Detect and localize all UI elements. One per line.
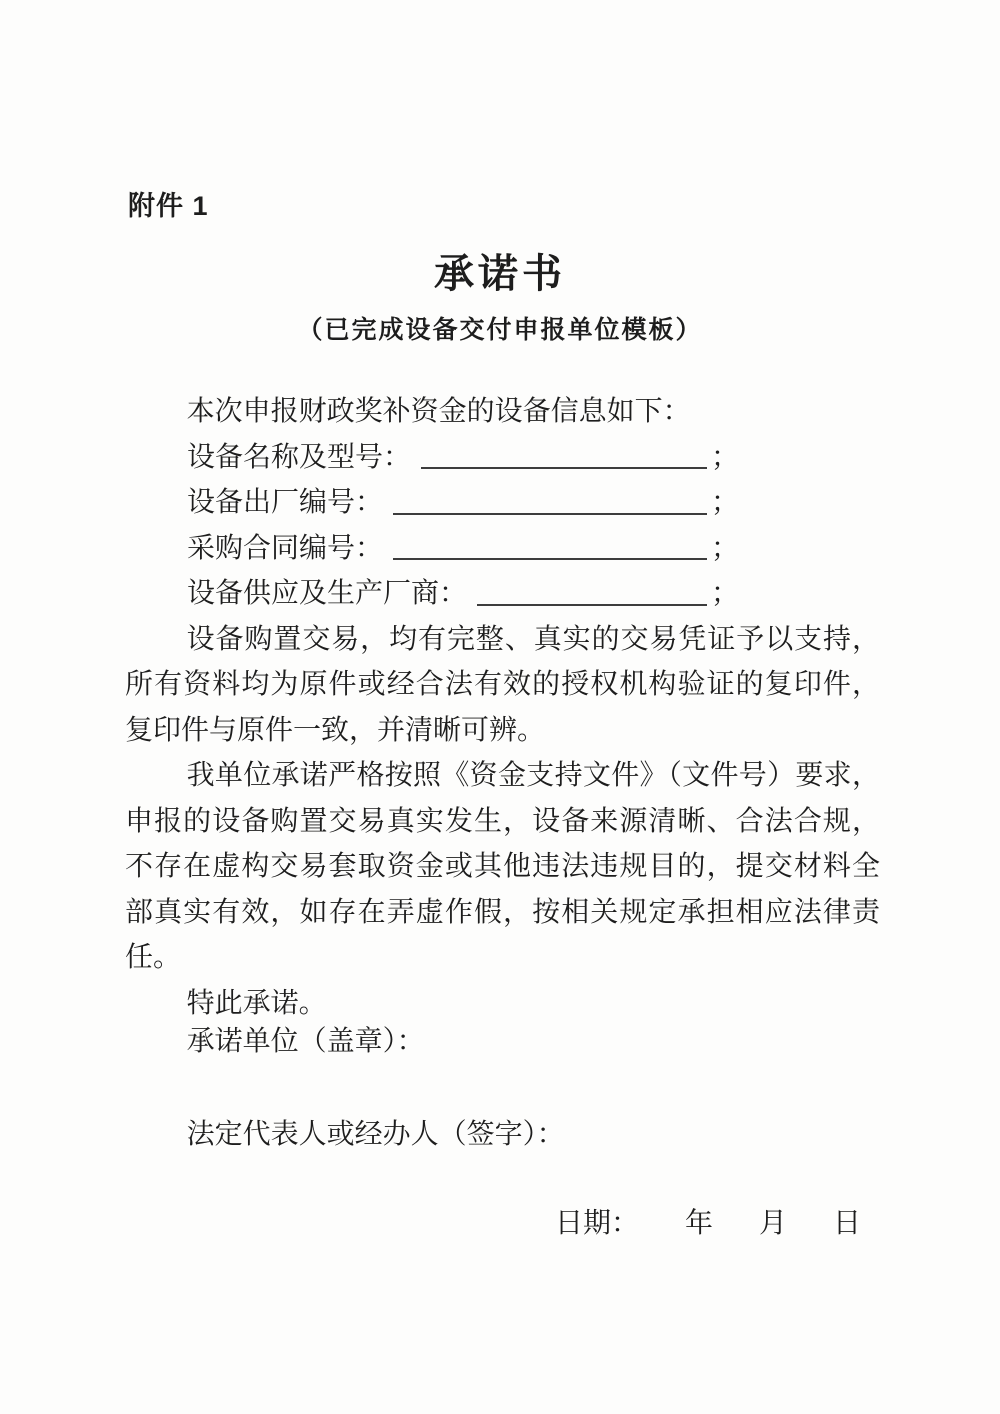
- field-label-supplier-manufacturer: 设备供应及生产厂商：: [187, 578, 468, 609]
- field-suffix: ；: [710, 578, 739, 609]
- intro-line: 本次申报财政奖补资金的设备信息如下：: [186, 396, 691, 427]
- unit-seal-line: 承诺单位（盖章）：: [186, 1026, 425, 1057]
- field-row-supplier-manufacturer: [125, 571, 739, 617]
- attachment-label: 附件 1: [128, 191, 209, 221]
- fill-in-blank-contract-number: [393, 526, 707, 561]
- fill-in-blank-equipment-name-model: [421, 435, 707, 470]
- field-suffix: ；: [710, 487, 739, 518]
- date-month-label: 月: [759, 1208, 788, 1239]
- document-subtitle: （已完成设备交付申报单位模板）: [297, 317, 703, 344]
- field-suffix: ；: [710, 441, 739, 473]
- date-line: [555, 1201, 861, 1247]
- field-label-equipment-name-model: 设备名称及型号：: [187, 441, 412, 473]
- field-row-factory-number: [125, 480, 739, 526]
- fill-in-blank-factory-number: [393, 480, 707, 515]
- paragraph-evidence: 设备购置交易，均有完整、真实的交易凭证予以支持，所有资料均为原件或经合法有效的授权机构验证的复印件，复印件与原件一致，并清晰可辨。: [125, 623, 880, 746]
- closing-line: 特此承诺。: [186, 987, 327, 1019]
- field-label-contract-number: 采购合同编号：: [187, 532, 384, 564]
- fill-in-blank-supplier-manufacturer: [477, 571, 707, 606]
- document-title: 承诺书: [434, 251, 566, 296]
- field-row-equipment-name-model: [125, 435, 739, 481]
- paragraph-commitment: 我单位承诺严格按照《资金支持文件》（文件号）要求，申报的设备购置交易真实发生，设备来源清晰、合法合规，不存在虚构交易套取资金或其他违法违规目的，提交材料全部真实有效，如存在弄虚作假，按相关规定承担相应法律责任。: [125, 760, 880, 973]
- date-label: 日期：: [555, 1208, 640, 1239]
- date-year-label: 年: [685, 1208, 714, 1239]
- field-row-contract-number: [125, 526, 739, 572]
- document-body: [125, 389, 880, 1026]
- field-suffix: ；: [710, 532, 739, 564]
- signer-line: 法定代表人或经办人（签字）：: [186, 1119, 565, 1150]
- field-label-factory-number: 设备出厂编号：: [187, 487, 384, 518]
- date-day-label: 日: [833, 1208, 862, 1239]
